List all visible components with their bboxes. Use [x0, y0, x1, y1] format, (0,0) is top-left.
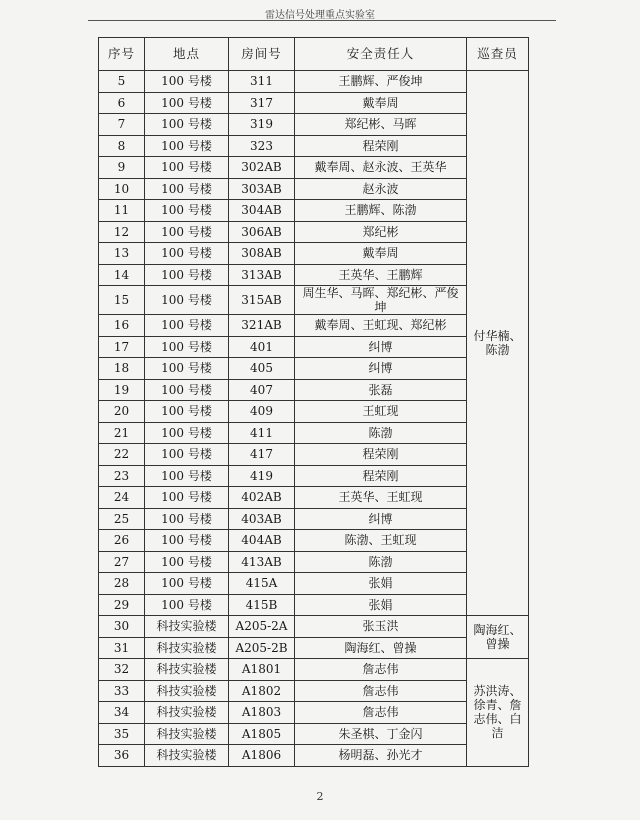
- cell-safety-owner: 杨明磊、孙光才: [295, 745, 467, 767]
- cell-serial: 13: [99, 243, 145, 265]
- cell-safety-owner: 王虹现: [295, 401, 467, 423]
- cell-room: 413AB: [229, 551, 295, 573]
- table-row: [99, 286, 529, 315]
- cell-location: 100 号楼: [145, 286, 229, 315]
- cell-room: 317: [229, 92, 295, 114]
- cell-location: 科技实验楼: [145, 745, 229, 767]
- cell-safety-owner: 戴奉周、赵永波、王英华: [295, 157, 467, 179]
- cell-room: 323: [229, 135, 295, 157]
- cell-safety-owner: 张娟: [295, 573, 467, 595]
- cell-room: 319: [229, 114, 295, 136]
- cell-room: 302AB: [229, 157, 295, 179]
- header-serial: 序号: [99, 38, 145, 71]
- cell-serial: 7: [99, 114, 145, 136]
- cell-location: 100 号楼: [145, 465, 229, 487]
- table-row: [99, 680, 529, 702]
- cell-location: 100 号楼: [145, 243, 229, 265]
- cell-safety-owner: 王鹏辉、严俊坤: [295, 71, 467, 93]
- cell-safety-owner: 戴奉周: [295, 243, 467, 265]
- cell-safety-owner: 赵永波: [295, 178, 467, 200]
- cell-inspector: 付华楠、陈渤: [467, 71, 529, 616]
- cell-safety-owner: 王英华、王虹现: [295, 487, 467, 509]
- cell-location: 100 号楼: [145, 573, 229, 595]
- cell-safety-owner: 詹志伟: [295, 680, 467, 702]
- table-row: [99, 114, 529, 136]
- table-row: [99, 637, 529, 659]
- cell-safety-owner: 程荣刚: [295, 465, 467, 487]
- cell-room: 321AB: [229, 315, 295, 337]
- cell-serial: 31: [99, 637, 145, 659]
- cell-serial: 20: [99, 401, 145, 423]
- cell-location: 100 号楼: [145, 315, 229, 337]
- cell-room: A205-2B: [229, 637, 295, 659]
- cell-serial: 8: [99, 135, 145, 157]
- table-row: [99, 358, 529, 380]
- cell-location: 科技实验楼: [145, 702, 229, 724]
- cell-location: 100 号楼: [145, 92, 229, 114]
- table-row: [99, 264, 529, 286]
- cell-room: A1802: [229, 680, 295, 702]
- cell-safety-owner: 王英华、王鹏辉: [295, 264, 467, 286]
- cell-safety-owner: 陈渤、王虹现: [295, 530, 467, 552]
- cell-serial: 15: [99, 286, 145, 315]
- cell-safety-owner: 戴奉周: [295, 92, 467, 114]
- cell-serial: 17: [99, 336, 145, 358]
- cell-room: 411: [229, 422, 295, 444]
- cell-safety-owner: 程荣刚: [295, 135, 467, 157]
- table-row: [99, 71, 529, 93]
- header-safety-owner: 安全责任人: [295, 38, 467, 71]
- cell-location: 100 号楼: [145, 487, 229, 509]
- cell-room: 403AB: [229, 508, 295, 530]
- cell-serial: 25: [99, 508, 145, 530]
- cell-serial: 14: [99, 264, 145, 286]
- cell-location: 科技实验楼: [145, 616, 229, 638]
- cell-safety-owner: 陈渤: [295, 422, 467, 444]
- cell-location: 100 号楼: [145, 401, 229, 423]
- header-room: 房间号: [229, 38, 295, 71]
- cell-room: A1806: [229, 745, 295, 767]
- table-row: [99, 745, 529, 767]
- cell-location: 100 号楼: [145, 221, 229, 243]
- table-row: [99, 508, 529, 530]
- cell-room: A205-2A: [229, 616, 295, 638]
- cell-room: 303AB: [229, 178, 295, 200]
- cell-location: 100 号楼: [145, 530, 229, 552]
- header-divider: [88, 20, 556, 21]
- cell-serial: 18: [99, 358, 145, 380]
- cell-location: 100 号楼: [145, 200, 229, 222]
- cell-safety-owner: 郑纪彬、马晖: [295, 114, 467, 136]
- cell-location: 100 号楼: [145, 508, 229, 530]
- cell-serial: 24: [99, 487, 145, 509]
- cell-safety-owner: 张磊: [295, 379, 467, 401]
- cell-safety-owner: 詹志伟: [295, 702, 467, 724]
- cell-room: A1801: [229, 659, 295, 681]
- cell-room: 311: [229, 71, 295, 93]
- cell-serial: 33: [99, 680, 145, 702]
- table-row: [99, 659, 529, 681]
- table-row: [99, 200, 529, 222]
- cell-inspector: 陶海红、曾操: [467, 616, 529, 659]
- table-row: [99, 221, 529, 243]
- cell-room: 306AB: [229, 221, 295, 243]
- table-row: [99, 336, 529, 358]
- cell-safety-owner: 纠博: [295, 508, 467, 530]
- cell-room: 315AB: [229, 286, 295, 315]
- cell-room: A1805: [229, 723, 295, 745]
- table-row: [99, 135, 529, 157]
- cell-location: 科技实验楼: [145, 637, 229, 659]
- cell-serial: 16: [99, 315, 145, 337]
- table-row: [99, 92, 529, 114]
- cell-serial: 23: [99, 465, 145, 487]
- page-number: 2: [316, 790, 324, 803]
- table-row: [99, 157, 529, 179]
- cell-serial: 30: [99, 616, 145, 638]
- cell-location: 100 号楼: [145, 422, 229, 444]
- header-location: 地点: [145, 38, 229, 71]
- page-header-title: 雷达信号处理重点实验室: [265, 10, 375, 21]
- cell-room: 401: [229, 336, 295, 358]
- cell-safety-owner: 程荣刚: [295, 444, 467, 466]
- cell-safety-owner: 王鹏辉、陈渤: [295, 200, 467, 222]
- cell-location: 100 号楼: [145, 135, 229, 157]
- table-row: [99, 379, 529, 401]
- cell-serial: 27: [99, 551, 145, 573]
- cell-location: 100 号楼: [145, 71, 229, 93]
- cell-safety-owner: 周生华、马晖、郑纪彬、严俊坤: [295, 286, 467, 315]
- cell-location: 100 号楼: [145, 444, 229, 466]
- cell-room: 304AB: [229, 200, 295, 222]
- table-row: [99, 487, 529, 509]
- cell-safety-owner: 朱圣棋、丁金闪: [295, 723, 467, 745]
- table-row: [99, 702, 529, 724]
- table-header-row: [99, 38, 529, 71]
- cell-serial: 12: [99, 221, 145, 243]
- cell-safety-owner: 郑纪彬: [295, 221, 467, 243]
- cell-room: 407: [229, 379, 295, 401]
- cell-location: 100 号楼: [145, 594, 229, 616]
- cell-room: 419: [229, 465, 295, 487]
- cell-serial: 26: [99, 530, 145, 552]
- cell-serial: 6: [99, 92, 145, 114]
- cell-location: 100 号楼: [145, 358, 229, 380]
- table-row: [99, 551, 529, 573]
- cell-serial: 10: [99, 178, 145, 200]
- table-row: [99, 401, 529, 423]
- cell-serial: 29: [99, 594, 145, 616]
- table-row: [99, 723, 529, 745]
- cell-location: 100 号楼: [145, 264, 229, 286]
- table-row: [99, 178, 529, 200]
- cell-location: 科技实验楼: [145, 680, 229, 702]
- cell-location: 100 号楼: [145, 379, 229, 401]
- cell-room: 409: [229, 401, 295, 423]
- cell-safety-owner: 张娟: [295, 594, 467, 616]
- cell-serial: 21: [99, 422, 145, 444]
- cell-serial: 22: [99, 444, 145, 466]
- table-row: [99, 530, 529, 552]
- table-row: [99, 616, 529, 638]
- cell-serial: 28: [99, 573, 145, 595]
- cell-safety-owner: 张玉洪: [295, 616, 467, 638]
- table-body: [99, 71, 529, 767]
- cell-location: 100 号楼: [145, 551, 229, 573]
- cell-serial: 32: [99, 659, 145, 681]
- cell-location: 科技实验楼: [145, 659, 229, 681]
- cell-room: A1803: [229, 702, 295, 724]
- header-inspector: 巡查员: [467, 38, 529, 71]
- cell-location: 100 号楼: [145, 114, 229, 136]
- cell-safety-owner: 陈渤: [295, 551, 467, 573]
- cell-serial: 36: [99, 745, 145, 767]
- table-row: [99, 465, 529, 487]
- table-row: [99, 573, 529, 595]
- cell-safety-owner: 陶海红、曾操: [295, 637, 467, 659]
- table-row: [99, 594, 529, 616]
- cell-room: 415B: [229, 594, 295, 616]
- cell-safety-owner: 纠博: [295, 336, 467, 358]
- table-row: [99, 243, 529, 265]
- cell-serial: 35: [99, 723, 145, 745]
- cell-room: 417: [229, 444, 295, 466]
- cell-safety-owner: 戴奉周、王虹现、郑纪彬: [295, 315, 467, 337]
- cell-location: 100 号楼: [145, 157, 229, 179]
- cell-safety-owner: 詹志伟: [295, 659, 467, 681]
- safety-roster-table: [98, 37, 529, 767]
- cell-serial: 9: [99, 157, 145, 179]
- cell-room: 308AB: [229, 243, 295, 265]
- cell-location: 科技实验楼: [145, 723, 229, 745]
- cell-serial: 5: [99, 71, 145, 93]
- cell-room: 402AB: [229, 487, 295, 509]
- cell-serial: 19: [99, 379, 145, 401]
- cell-room: 415A: [229, 573, 295, 595]
- cell-room: 405: [229, 358, 295, 380]
- cell-inspector: 苏洪涛、徐青、詹志伟、白洁: [467, 659, 529, 767]
- cell-location: 100 号楼: [145, 178, 229, 200]
- cell-serial: 34: [99, 702, 145, 724]
- cell-safety-owner: 纠博: [295, 358, 467, 380]
- cell-room: 313AB: [229, 264, 295, 286]
- table-row: [99, 444, 529, 466]
- cell-room: 404AB: [229, 530, 295, 552]
- table-row: [99, 315, 529, 337]
- table-row: [99, 422, 529, 444]
- cell-serial: 11: [99, 200, 145, 222]
- cell-location: 100 号楼: [145, 336, 229, 358]
